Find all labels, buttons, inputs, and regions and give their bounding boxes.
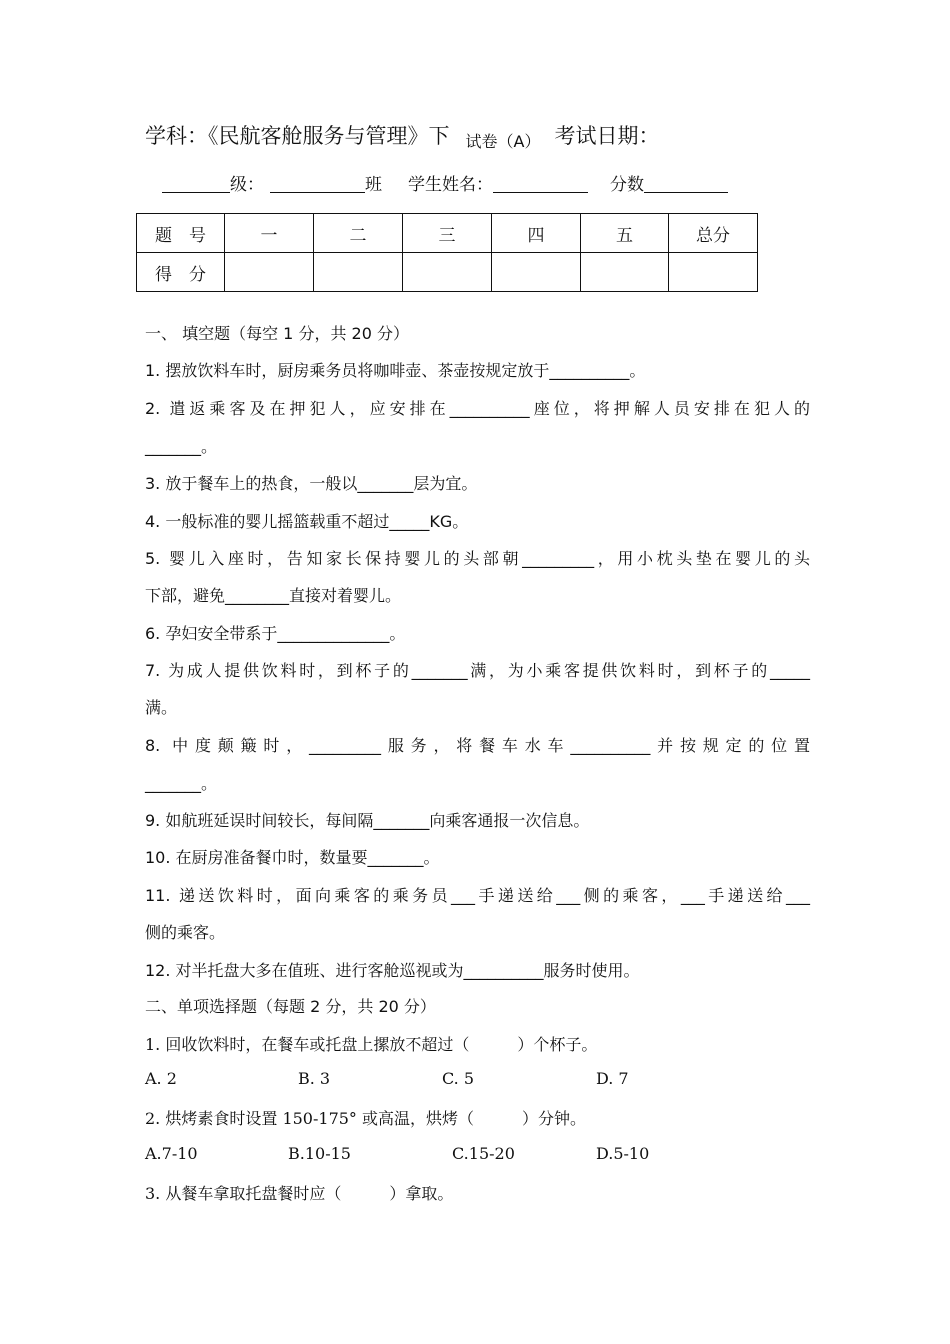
score-table-cell: 总分 (669, 214, 758, 253)
question-line: 5. 婴儿入座时，告知家长保持婴儿的头部朝_________，用小枕头垫在婴儿的头 (145, 549, 810, 568)
option-b: B. 3 (298, 1069, 331, 1088)
score-table-score-row (137, 253, 758, 292)
score-input-cell[interactable] (225, 253, 314, 292)
exam-date-label: 考试日期： (554, 124, 660, 148)
question-line: _______。 (145, 774, 218, 793)
section1-title: 一、 填空题（每空 1 分，共 20 分） (145, 324, 409, 343)
score-table-cell: 一 (225, 214, 314, 253)
option-a: A.7-10 (145, 1144, 198, 1163)
score-table (136, 213, 758, 292)
question-line: 3. 放于餐车上的热食，一般以_______层为宜。 (145, 474, 478, 493)
question-line: 2. 遣返乘客及在押犯人，应安排在__________座位，将押解人员安排在犯人的 (145, 399, 810, 418)
score-input-cell[interactable] (581, 253, 669, 292)
question-line: 7. 为成人提供饮料时，到杯子的_______满，为小乘客提供饮料时，到杯子的_____ (145, 661, 810, 680)
score-input-cell[interactable] (314, 253, 403, 292)
question-line: 8. 中度颠簸时，_________服务，将餐车水车__________并按规定的位置 (145, 736, 810, 755)
score-blank (644, 174, 728, 193)
question-line: 9. 如航班延误时间较长，每间隔_______向乘客通报一次信息。 (145, 811, 590, 830)
subject-label: 学科：《民航客舱服务与管理》下 (145, 124, 450, 148)
option-c: C.15-20 (452, 1144, 515, 1163)
exam-title (145, 120, 659, 150)
question-line: 12. 对半托盘大多在值班、进行客舱巡视或为__________服务时使用。 (145, 961, 640, 980)
score-input-cell[interactable] (669, 253, 758, 292)
score-table-cell: 二 (314, 214, 403, 253)
score-table-header-row (137, 214, 758, 253)
option-d: D. 7 (596, 1069, 629, 1088)
name-label: 学生姓名： (408, 175, 493, 195)
question-line: 下部，避免________直接对着婴儿。 (145, 586, 402, 605)
paper-label: 试卷（A） (465, 132, 541, 151)
grade-blank (162, 174, 230, 193)
score-table-cell: 题 号 (137, 214, 225, 253)
score-table-cell: 三 (403, 214, 492, 253)
section2-title: 二、单项选择题（每题 2 分，共 20 分） (145, 997, 436, 1016)
student-info (162, 170, 728, 195)
name-blank (493, 174, 588, 193)
question-line: 6. 孕妇安全带系于______________。 (145, 624, 406, 643)
score-table-cell: 得 分 (137, 253, 225, 292)
grade-label: 级： (230, 175, 264, 195)
question-line: 3. 从餐车拿取托盘餐时应（ ）拿取。 (145, 1184, 454, 1203)
option-c: C. 5 (442, 1069, 475, 1088)
score-input-cell[interactable] (403, 253, 492, 292)
class-blank (270, 174, 365, 193)
question-line: 满。 (145, 698, 178, 717)
score-label: 分数 (610, 175, 644, 195)
question-line: 11. 递送饮料时，面向乘客的乘务员___手递送给___侧的乘客，___手递送给___ (145, 886, 810, 905)
question-line: 1. 摆放饮料车时，厨房乘务员将咖啡壶、茶壶按规定放于__________。 (145, 361, 646, 380)
question-line: 10. 在厨房准备餐巾时，数量要_______。 (145, 848, 440, 867)
option-b: B.10-15 (288, 1144, 351, 1163)
question-line: 侧的乘客。 (145, 923, 226, 942)
option-d: D.5-10 (596, 1144, 650, 1163)
question-line: 4. 一般标准的婴儿摇篮载重不超过_____KG。 (145, 512, 469, 531)
class-label: 班 (365, 175, 382, 195)
question-line: 1. 回收饮料时，在餐车或托盘上摞放不超过（ ）个杯子。 (145, 1035, 598, 1054)
score-input-cell[interactable] (492, 253, 581, 292)
question-line: 2. 烘烤素食时设置 150-175° 或高温，烘烤（ ）分钟。 (145, 1109, 587, 1128)
score-table-cell: 五 (581, 214, 669, 253)
option-a: A. 2 (145, 1069, 177, 1088)
question-line: _______。 (145, 437, 218, 456)
score-table-cell: 四 (492, 214, 581, 253)
